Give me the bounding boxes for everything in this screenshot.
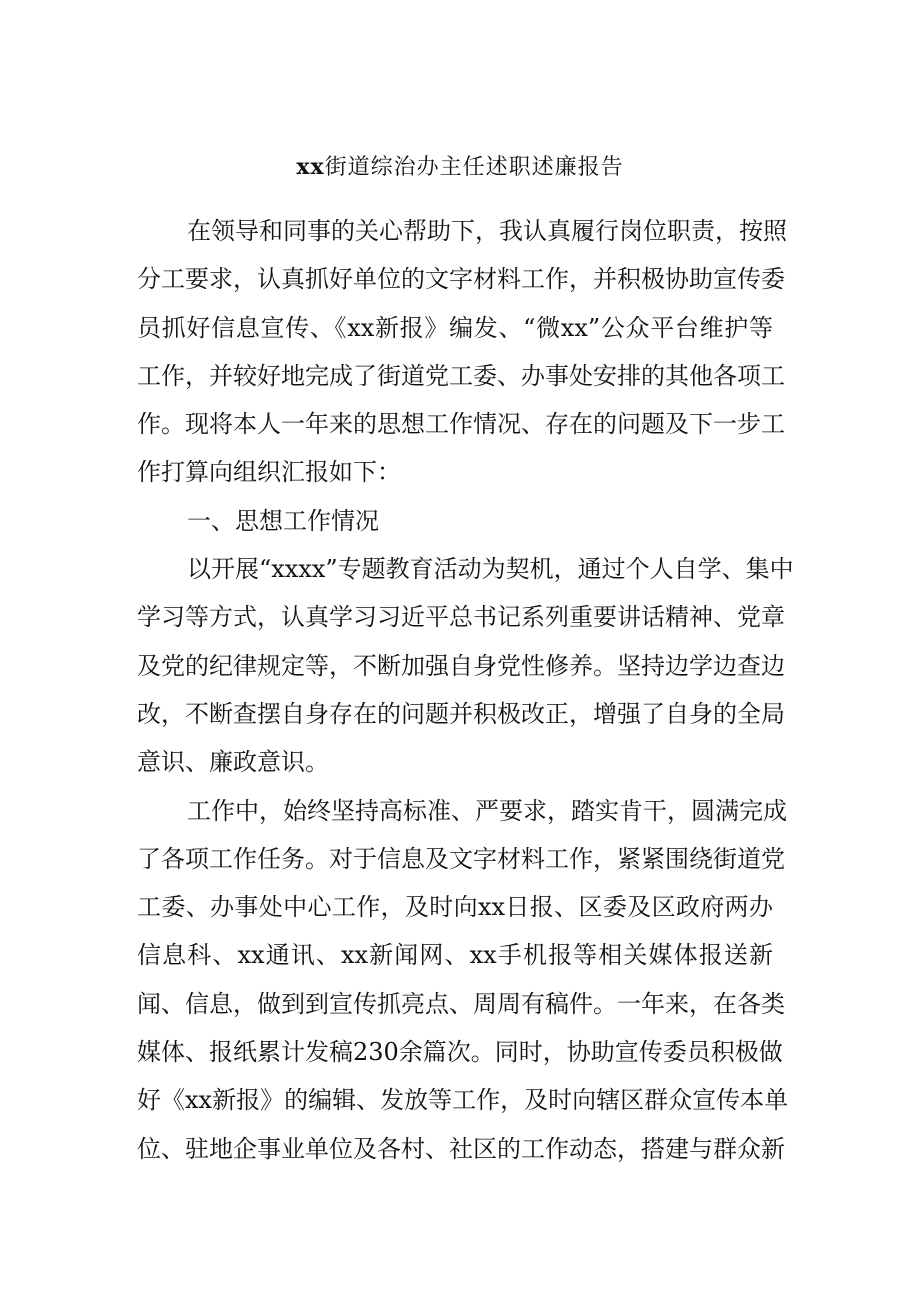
body-line: 以开展“xxxx”专题教育活动为契机，通过个人自学、集中 <box>187 555 794 584</box>
body-line: 分工要求，认真抓好单位的文字材料工作，并积极协助宣传委 <box>137 265 785 294</box>
body-line: 在领导和同事的关心帮助下，我认真履行岗位职责，按照 <box>187 217 787 245</box>
body-line: 了各项工作任务。对于信息及文字材料工作，紧紧围绕街道党 <box>137 844 785 873</box>
title-lead: xx <box>296 154 325 180</box>
title-text: 街道综治办主任述职述廉报告 <box>324 155 624 180</box>
body-line: 媒体、报纸累计发稿230余篇次。同时，协助宣传委员积极做 <box>137 1038 783 1067</box>
document-title <box>0 151 920 184</box>
document-body <box>137 207 794 1173</box>
body-line: 位、驻地企事业单位及各村、社区的工作动态，搭建与群众新 <box>137 1134 785 1163</box>
body-line: 及党的纪律规定等，不断加强自身党性修养。坚持边学边查边 <box>137 651 785 680</box>
body-line: 闻、信息，做到到宣传抓亮点、周周有稿件。一年来，在各类 <box>137 989 785 1018</box>
body-line: 信息科、xx通讯、xx新闻网、xx手机报等相关媒体报送新 <box>137 941 773 970</box>
body-line: 工作，并较好地完成了街道党工委、办事处安排的其他各项工 <box>137 361 785 390</box>
body-line: 员抓好信息宣传、《xx新报》编发、“微xx”公众平台维护等 <box>137 313 773 342</box>
body-line: 作打算向组织汇报如下： <box>137 458 401 487</box>
body-line: 作。现将本人一年来的思想工作情况、存在的问题及下一步工 <box>137 410 785 439</box>
body-line: 工作中，始终坚持高标准、严要求，踏实肯干，圆满完成 <box>187 796 787 825</box>
body-line: 学习等方式，认真学习习近平总书记系列重要讲话精神、党章 <box>137 603 785 632</box>
body-line: 改，不断查摆自身存在的问题并积极改正，增强了自身的全局 <box>137 699 785 728</box>
body-line: 工委、办事处中心工作，及时向xx日报、区委及区政府两办 <box>137 893 773 922</box>
body-line: 意识、廉政意识。 <box>137 748 329 777</box>
body-line: 好《xx新报》的编辑、发放等工作，及时向辖区群众宣传本单 <box>137 1086 789 1115</box>
section-heading: 一、思想工作情况 <box>187 506 379 535</box>
